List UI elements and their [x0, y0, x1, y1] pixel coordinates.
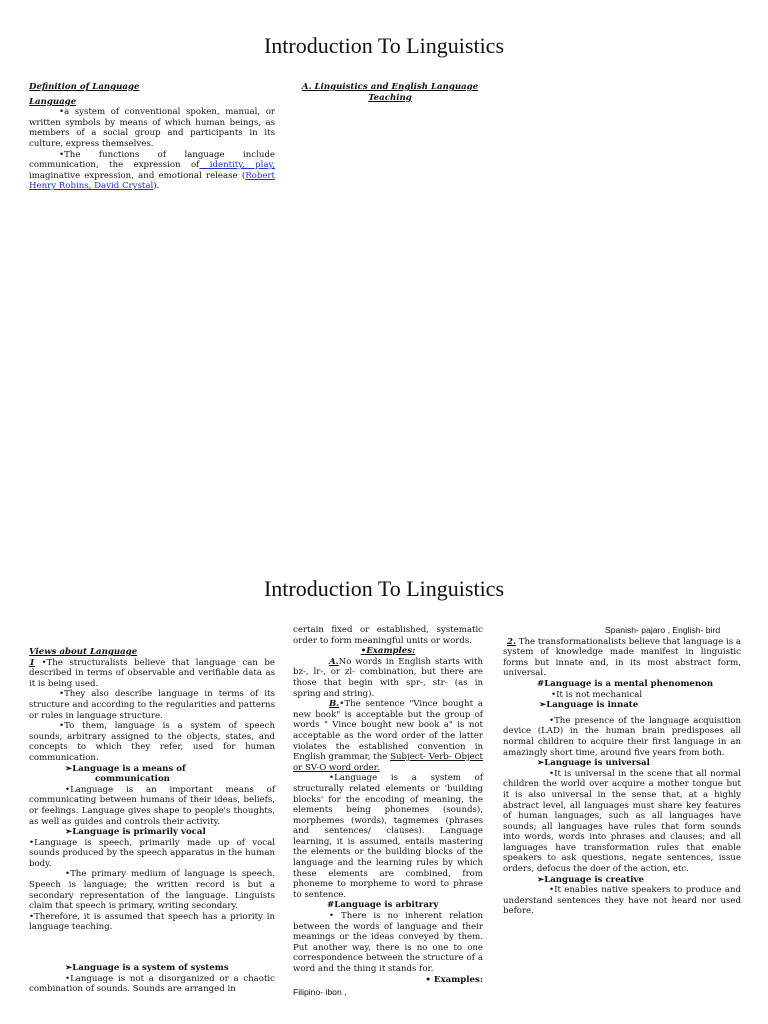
paragraph: •They also describe language in terms of its structure and according to the regularities and patterns or rules in language structure. [29, 689, 275, 721]
point-heading: ➢Language is creative [537, 874, 644, 885]
paragraph: •It enables native speakers to produce and understand sentences they have not heard nor used before. [503, 885, 741, 917]
paragraph: •The presence of the language acquisition device (LAD) in the human brain predisposes all normal children to acquire their first language in an amazingly short time, around five years from both. [503, 715, 741, 758]
link-authors[interactable]: Robert Henry Robins, David Crystal [29, 170, 275, 192]
page-2 [0, 540, 768, 1024]
paragraph: •Therefore, it is assumed that speech has a priority in language teaching. [29, 911, 275, 933]
section-heading: Views about Language [29, 647, 138, 657]
example-word: Spanish- pajaro , English- bird [605, 625, 721, 635]
examples-label: •Examples: [360, 646, 416, 657]
page-title: Introduction To Linguistics [263, 33, 505, 58]
point-heading: ➢Language is a system of systems [65, 963, 229, 974]
examples-label: • Examples: [425, 974, 483, 985]
examples-column [293, 625, 483, 998]
linguistics-column [295, 82, 485, 103]
example-word: Filipino- ibon , [293, 987, 347, 998]
example-a: A.No words in English starts with bz-, lr-, or zl- combination, but there are those that begin with spr-, str- (as in spring and string). [293, 656, 483, 699]
paragraph: •a system of conventional spoken, manual, or written symbols by means of which human beings, as members of a social group and participants in its culture, express themselves. [29, 107, 275, 149]
paragraph: •Language is speech, primarily made up of vocal sounds produced by the speech apparatus in the human body. [29, 837, 275, 869]
paragraph: •Language is not a disorganized or a chaotic combination of sounds. Sounds are arranged in [29, 973, 275, 995]
paragraph: certain fixed or established, systematic order to form meaningful units or words. [293, 625, 483, 646]
section-heading: A. Linguistics and English Language Teaching [301, 82, 479, 103]
point-heading: #Language is arbitrary [327, 900, 439, 911]
paragraph: •Language is an important means of communicating between humans of their ideas, beliefs, or feelings. Language gives shape to people's thoughts, as well as guides and controls their activity. [29, 784, 275, 827]
point-heading: ➢Language is primarily vocal [65, 827, 206, 838]
paragraph: •It is universal in the scene that all normal children the world over acquire a mother tongue but it is also universal in the sense that, at a highly abstract level, all languages must share key features of human languages, such as all languages have sounds; all languages have rules that form sounds into words, words into phrases and clauses; and all languages have transformation rules that enable speakers to ask questions, negate sentences, issue orders, defocus the doer of the action, etc. [503, 768, 741, 875]
point-heading: communication [95, 774, 170, 785]
views-column [29, 647, 275, 995]
page-title: Introduction To Linguistics [263, 576, 505, 601]
transformationalists-column [503, 625, 741, 917]
paragraph: •The primary medium of language is speech. Speech is language; the written record is but a secondary representation of the language. Linguists claim that speech is primary, writing secondary. [29, 869, 275, 912]
paragraph: • There is no inherent relation between the words of language and their meanings or the ideas conveyed by them. Put another way, there is no one to one correspondence between the structure of a word and the thing it stands for. [293, 911, 483, 974]
paragraph: •Language is a system of structurally related elements or 'building blocks' for the encoding of meaning, the elements being phonemes (sounds), morphemes (words), tagmemes (phrases and sentences/ clauses). Language learning, it is assumed, entails mastering the elements or the building blocks of the language and the learning rules by which these elements are combined, from phoneme to morpheme to word to phrase to sentence. [293, 773, 483, 900]
example-b: B.•The sentence "Vince bought a new book" is acceptable but the group of words " Vince bought new book a" is not acceptable as the word order of the latter violates the established convention in English grammar, the Subject- Verb- Object or SV-O word order. [293, 699, 484, 773]
definition-column [29, 82, 275, 192]
paragraph: •To them, language is a system of speech sounds, arbitrary assigned to the objects, states, and concepts to which they refer, used for human communication. [29, 721, 275, 763]
subheading: Language [29, 96, 77, 107]
paragraph: •It is not mechanical [551, 689, 643, 700]
paragraph: •The functions of language include communication, the expression of identity, play, imaginative expression, and emotional release (Robert Henry Robins, David Crystal). [29, 149, 275, 192]
point-heading: #Language is a mental phenomenon [537, 678, 714, 689]
section-heading: Definition of Language [29, 82, 140, 92]
point-heading: ➢Language is innate [539, 700, 639, 711]
paragraph: 1 •The structuralists believe that language can be described in terms of observable and verifiable data as it is being used. [29, 657, 275, 689]
point-heading: ➢Language is a means of [65, 763, 186, 774]
paragraph: 2. The transformationalists believe that language is a system of knowledge made manifest in linguistic forms but innate and, in its most abstract form, universal. [503, 636, 741, 679]
point-heading: ➢Language is universal [537, 758, 650, 769]
link-identity-play[interactable]: identity, play, [199, 160, 275, 171]
